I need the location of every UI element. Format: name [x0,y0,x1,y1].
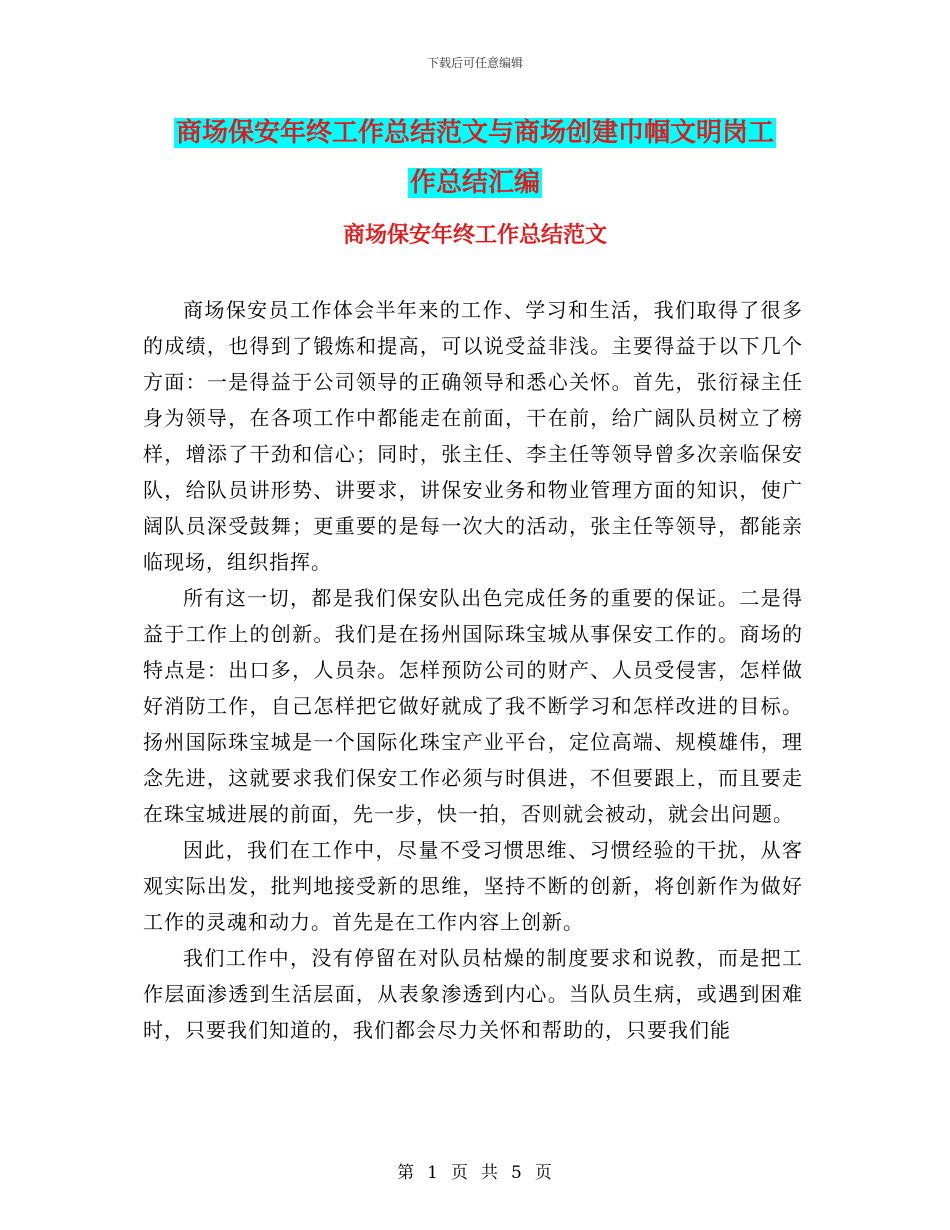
paragraph: 所有这一切，都是我们保安队出色完成任务的重要的保证。二是得益于工作上的创新。我们是在扬州国际珠宝城从事保安工作的。商场的特点是：出口多，人员杂。怎样预防公司的财产、人员受侵害，怎样做好消防工作，自己怎样把它做好就成了我不断学习和怎样改进的目标。扬州国际珠宝城是一个国际化珠宝产业平台，定位高端、规模雄伟，理念先进，这就要求我们保安工作必须与时俱进，不但要跟上，而且要走在珠宝城进展的前面，先一步，快一拍，否则就会被动，就会出问题。 [143,586,803,826]
document-title-line1: 商场保安年终工作总结范文与商场创建巾帼文明岗工 [175,118,774,148]
document-body [143,292,803,1048]
page-label-mid: 页 [451,1163,469,1183]
document-title [150,108,800,208]
paragraph: 因此，我们在工作中，尽量不受习惯思维、习惯经验的干扰，从客观实际出发，批判地接受新的思维，坚持不断的创新，将创新作为做好工作的灵魂和动力。首先是在工作内容上创新。 [143,838,803,934]
header-note: 下载后可任意编辑 [426,56,523,70]
page-label-total-prefix: 共 [481,1163,499,1183]
total-pages-number: 5 [511,1163,523,1183]
paragraph: 商场保安员工作体会半年来的工作、学习和生活，我们取得了很多的成绩，也得到了锻炼和提高，可以说受益非浅。主要得益于以下几个方面：一是得益于公司领导的正确领导和悉心关怀。首先，张衍禄主任身为领导，在各项工作中都能走在前面，干在前，给广阔队员树立了榜样，增添了干劲和信心；同时，张主任、李主任等领导曾多次亲临保安队，给队员讲形势、讲要求，讲保安业务和物业管理方面的知识，使广阔队员深受鼓舞；更重要的是每一次大的活动，张主任等领导，都能亲临现场，组织指挥。 [143,298,803,574]
page-footer [0,1158,950,1183]
page-label-suffix: 页 [534,1163,553,1183]
current-page-number: 1 [427,1163,439,1183]
paragraph: 我们工作中，没有停留在对队员枯燥的制度要求和说教，而是把工作层面渗透到生活层面，从表象渗透到内心。当队员生病，或遇到困难时，只要我们知道的，我们都会尽力关怀和帮助的，只要我们能 [143,946,803,1042]
document-title-line2: 作总结汇编 [409,168,540,198]
section-title: 商场保安年终工作总结范文 [342,223,607,248]
page-label-prefix: 第 [397,1163,416,1183]
